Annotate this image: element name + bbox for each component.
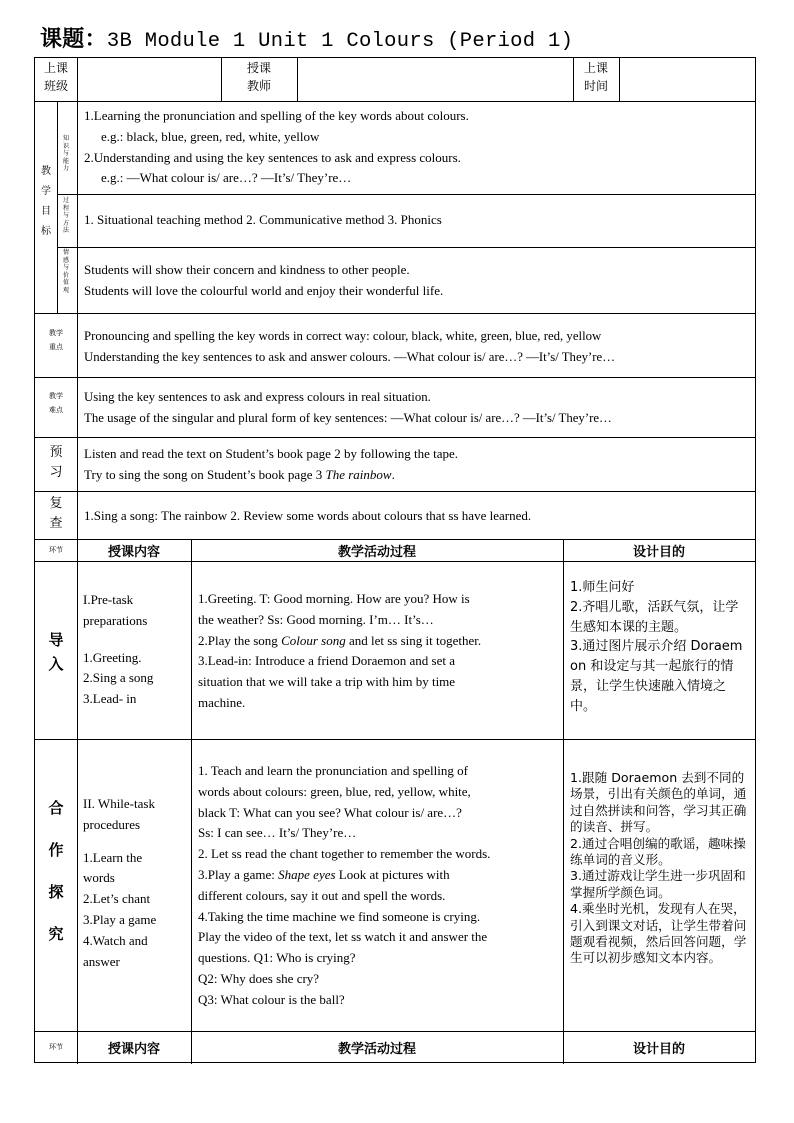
process-method-label: 过 程 与 方 法 xyxy=(62,197,69,234)
preview-label: 预 习 xyxy=(49,445,63,480)
review-label: 复 查 xyxy=(49,496,63,531)
step-label: 导 入 xyxy=(48,631,64,673)
content-list: II. While-task procedures 1.Learn the words 2.Let’s chant 3.Play a game 4.Watch and answer xyxy=(83,796,157,969)
process-method-text: 1. Situational teaching method 2. Communicative method 3. Phonics xyxy=(84,212,442,227)
content-list: I.Pre-task preparations 1.Greeting. 2.Sing a song 3.Lead- in xyxy=(83,592,154,707)
review-text: 1.Sing a song: The rainbow 2. Review some words about colours that ss have learned. xyxy=(84,508,532,523)
purpose-header: 设计目的 xyxy=(632,1042,685,1057)
purpose-header: 设计目的 xyxy=(632,545,685,560)
song-title: The rainbow xyxy=(325,466,392,482)
difficulties-label: 教学 难点 xyxy=(49,392,63,414)
preview-text: Listen and read the text on Student’s book page 2 by following the tape. Try to sing the song on Student’s book page 3 The rainbow. xyxy=(84,446,459,482)
emotion-label: 情 感 与 价 值 观 xyxy=(62,249,69,294)
class-label: 上课 班级 xyxy=(43,61,68,93)
step-header: 环节 xyxy=(49,1043,63,1051)
knowledge-text: 1.Learning the pronunciation and spelling of the key words about colours. e.g.: black, blue, green, red, white, yellow 2.Understanding and using the key sentences to ask and express colours. e.g.: —What colour is/ are…? —It’s/ They’re… xyxy=(84,108,469,186)
content-header: 授课内容 xyxy=(107,1042,160,1057)
purpose-text: 1.师生问好 2.齐唱儿歌，活跃气氛，让学生感知本课的主题。 3.通过图片展示介绍 Doraemon 和设定与其一起旅行的情景，让学生快速融入情境之中。 xyxy=(570,580,743,714)
teacher-label: 授课 教师 xyxy=(246,61,271,93)
emotion-text: Students will show their concern and kindness to other people. Students will love the colourful world and enjoy their wonderful life. xyxy=(84,262,444,298)
process-header: 教学活动过程 xyxy=(337,545,416,560)
page-title: 课题：3B Module 1 Unit 1 Colours (Period 1) xyxy=(40,27,574,53)
step-header: 环节 xyxy=(49,546,63,554)
step-label: 合 作 探 究 xyxy=(48,799,64,943)
process-text: 1. Teach and learn the pronunciation and spelling of words about colours: green, blue, red, yellow, white, black T: What can you see? What colour is/ are…? Ss: I can see… It’s/ They’re… 2. Let ss read the chant together to remember the words. 3.Play a game: Shape eyes Look at pictures with different colours, say it out and spell the words. 4.Taking the time machine we find someone is crying. Play the video of the text, let ss watch it and answer the questions. Q1: Who is crying? Q2: Why does she cry? Q3: What colour is the ball? xyxy=(198,763,491,1007)
key-points-text: Pronouncing and spelling the key words in correct way: colour, black, white, green, blue, red, yellow Understanding the key sentences to ask and answer colours. —What colour is/ are…? —It’s/ They’re… xyxy=(84,329,616,364)
content-header: 授课内容 xyxy=(107,545,160,560)
knowledge-label: 知 识 与 能 力 xyxy=(62,135,69,172)
difficulties-text: Using the key sentences to ask and express colours in real situation. The usage of the singular and plural form of key sentences: —What colour is/ are…? —It’s/ They’re… xyxy=(84,390,612,425)
time-label: 上课 时间 xyxy=(583,61,608,93)
process-text: 1.Greeting. T: Good morning. How are you? How is the weather? Ss: Good morning. I’m… It’s… 2.Play the song Colour song and let ss sing it together. 3.Lead-in: Introduce a friend Doraemon and set a situation that we will take a trip with him by time machine. xyxy=(198,591,482,710)
purpose-text: 1.跟随 Doraemon 去到不同的场景，引出有关颜色的单词，通过自然拼读和问答，学习其正确的读音、拼写。 2.通过合唱创编的歌谣，趣味操练单词的音义形。 3.通过游戏让学生进一步巩固和掌握所学颜色词。 4.乘坐时光机，发现有人在哭，引入到课文对话，让学生带着问题观看视频，然后回答问题，学生可以初步感知文本内容。 xyxy=(570,770,747,966)
objectives-label: 教 学 目 标 xyxy=(41,166,51,237)
process-header: 教学活动过程 xyxy=(337,1042,416,1057)
key-points-label: 教学 重点 xyxy=(49,329,63,351)
